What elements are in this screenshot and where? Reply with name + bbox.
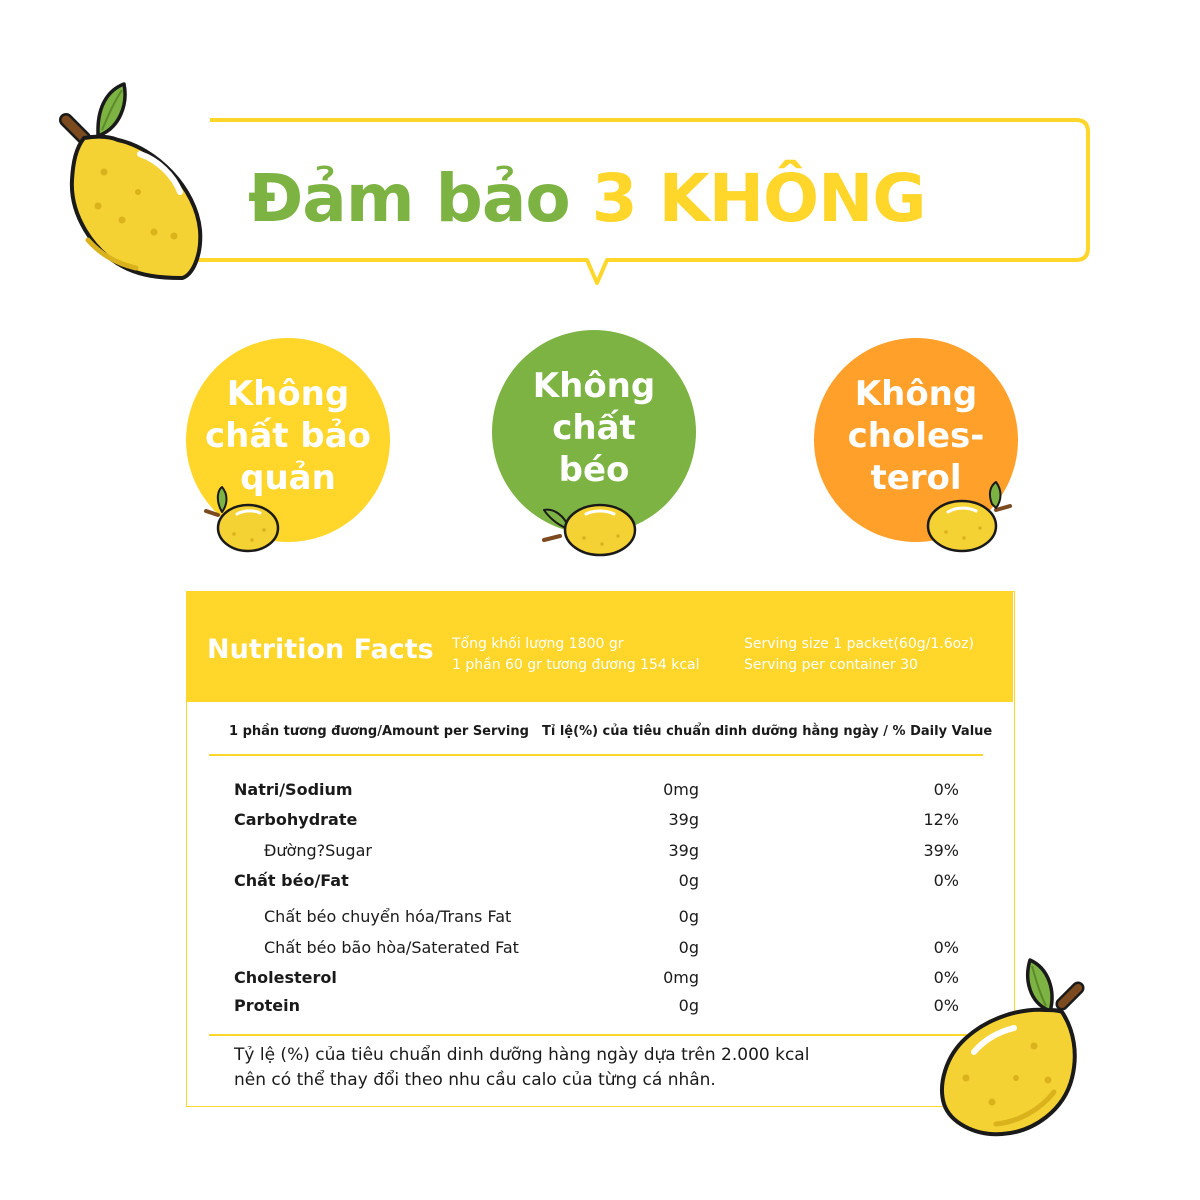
- row-label: Carbohydrate: [234, 810, 358, 829]
- nutrition-header: [187, 592, 1013, 702]
- lemon-icon: [933, 954, 1086, 1140]
- table-row: [187, 907, 1013, 931]
- row-amount: 0g: [678, 907, 699, 926]
- row-label: Cholesterol: [234, 968, 337, 987]
- table-row: [187, 810, 1013, 834]
- divider: [209, 754, 983, 756]
- row-label: Natri/Sodium: [234, 780, 353, 799]
- row-label: Protein: [234, 996, 300, 1015]
- amount-column-header: 1 phần tương đương/Amount per Serving: [229, 724, 529, 739]
- table-row: [187, 780, 1013, 804]
- nutrition-title: Nutrition Facts: [207, 634, 434, 665]
- servings-per-container: Serving per container 30: [744, 657, 918, 673]
- badge-label: Không choles- terol: [847, 374, 985, 498]
- headline-part2: 3 KHÔNG: [591, 160, 926, 237]
- row-amount: 39g: [668, 810, 699, 829]
- row-label: Chất béo bão hòa/Saterated Fat: [264, 938, 519, 957]
- table-row: [187, 938, 1013, 962]
- table-row: [187, 871, 1013, 895]
- row-amount: 39g: [668, 841, 699, 860]
- serving-size: Serving size 1 packet(60g/1.6oz): [744, 636, 974, 652]
- serving-energy: 1 phần 60 gr tương đương 154 kcal: [452, 657, 700, 673]
- footnote-line-2: nên có thể thay đổi theo nhu cầu calo của từng cá nhân.: [234, 1070, 716, 1090]
- row-label: Đường?Sugar: [264, 841, 372, 860]
- row-amount: 0mg: [663, 968, 699, 987]
- lemon-icon: [922, 480, 1012, 556]
- table-row: [187, 968, 1013, 992]
- row-daily-value: 12%: [923, 810, 959, 829]
- badge-label: Không chất bảo quản: [204, 374, 372, 498]
- row-amount: 0mg: [663, 780, 699, 799]
- nutrition-facts-panel: [186, 591, 1015, 1107]
- footnote-line-1: Tỷ lệ (%) của tiêu chuẩn dinh dưỡng hàng ngày dựa trên 2.000 kcal: [234, 1045, 810, 1065]
- daily-value-column-header: Tỉ lệ(%) của tiêu chuẩn dinh dưỡng hằng ngày / % Daily Value: [542, 724, 993, 739]
- row-daily-value: 0%: [933, 996, 959, 1015]
- row-label: Chất béo chuyển hóa/Trans Fat: [264, 907, 512, 926]
- row-daily-value: 0%: [933, 968, 959, 987]
- page-title: [248, 160, 926, 237]
- table-row: [187, 996, 1013, 1020]
- lemon-icon: [204, 486, 286, 556]
- row-label: Chất béo/Fat: [234, 871, 349, 890]
- lemon-icon: [58, 80, 208, 285]
- row-amount: 0g: [678, 871, 699, 890]
- divider: [209, 1034, 983, 1036]
- row-amount: 0g: [678, 996, 699, 1015]
- row-daily-value: 39%: [923, 841, 959, 860]
- headline-part1: Đảm bảo: [248, 160, 570, 237]
- row-daily-value: 0%: [933, 871, 959, 890]
- table-row: [187, 841, 1013, 865]
- row-daily-value: 0%: [933, 938, 959, 957]
- badge-label: Không chất béo: [532, 366, 656, 490]
- row-amount: 0g: [678, 938, 699, 957]
- lemon-icon: [540, 500, 640, 562]
- row-daily-value: 0%: [933, 780, 959, 799]
- total-weight: Tổng khối lượng 1800 gr: [452, 636, 624, 652]
